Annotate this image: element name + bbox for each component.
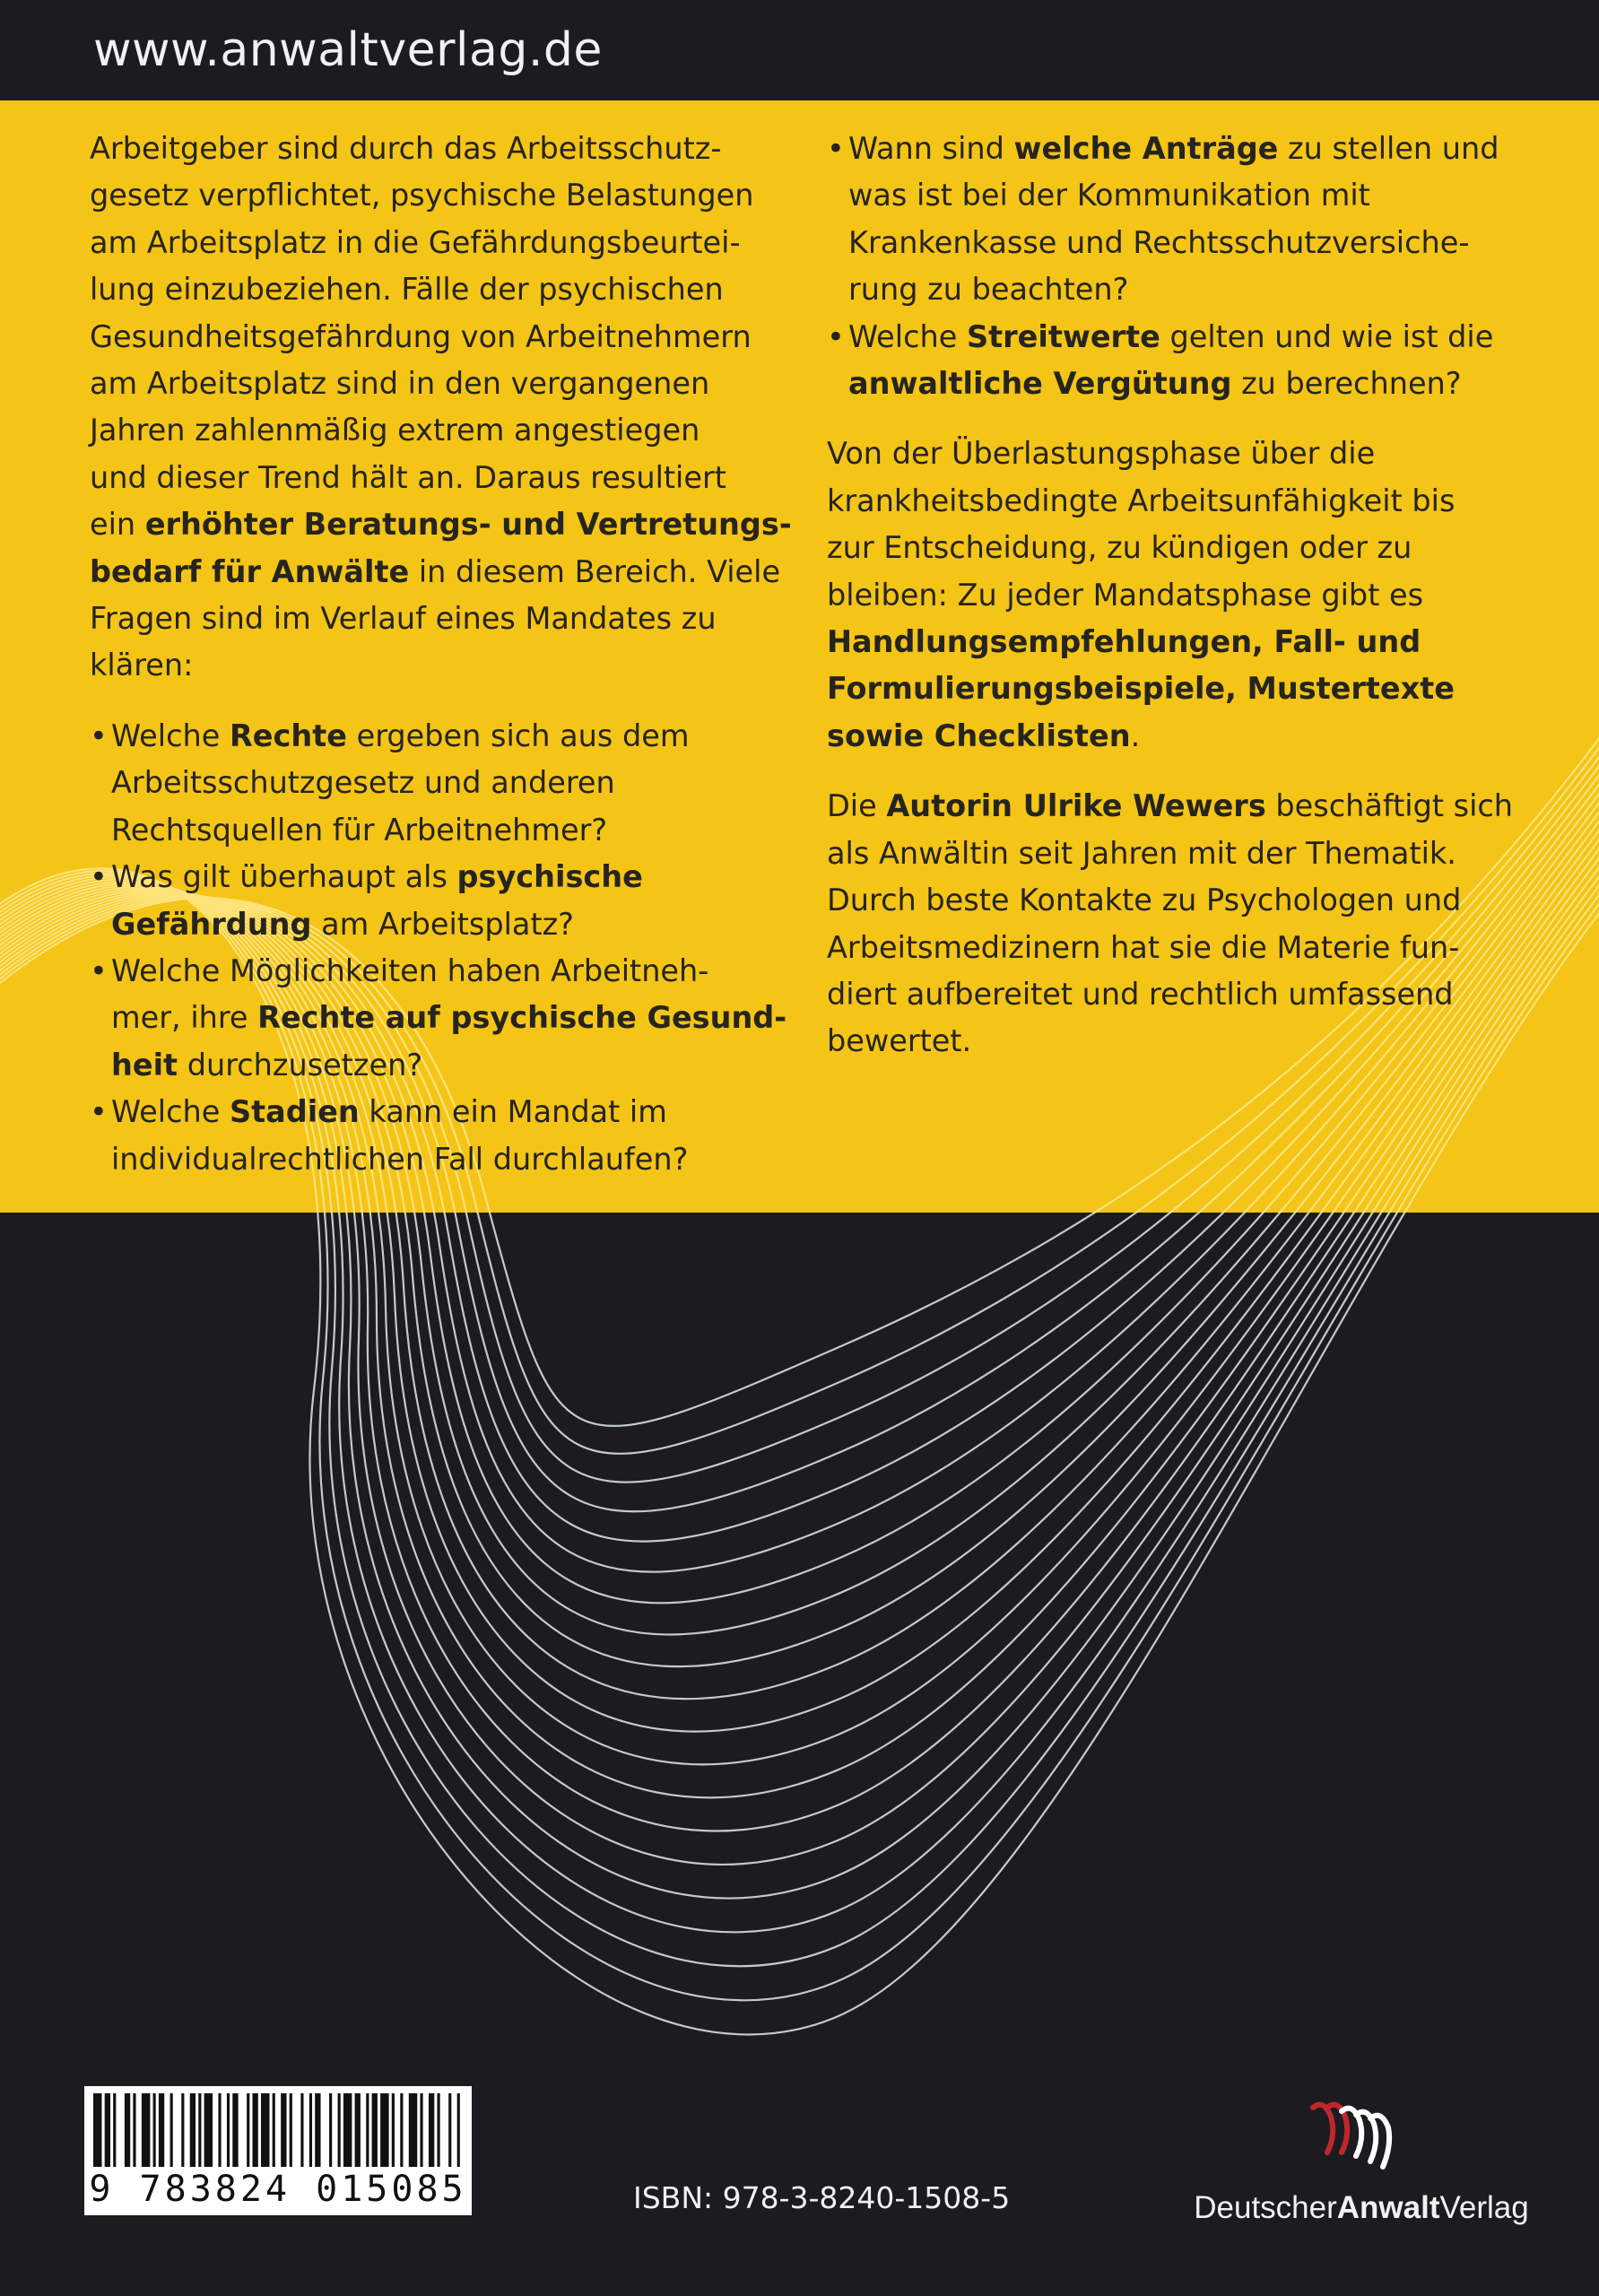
text: Gesundheitsgefährdung von Arbeitnehmern	[90, 318, 752, 354]
bold-text: Handlungsempfehlungen, Fall- und	[827, 624, 1421, 660]
text: Wann sind	[848, 131, 1014, 166]
text: bewertet.	[827, 1023, 972, 1059]
bold-text: Rechte auf psychische Gesund-	[257, 1000, 787, 1036]
barcode-bar	[309, 2093, 312, 2167]
right-text-column	[827, 126, 1535, 1065]
barcode-bar	[437, 2093, 439, 2167]
barcode-bar	[457, 2093, 460, 2167]
publisher-website-url: www.anwaltverlag.de	[93, 23, 603, 77]
barcode-bar	[300, 2093, 303, 2167]
paragraph-line	[827, 877, 1535, 924]
text: diert aufbereitet und rechtlich umfassend	[827, 976, 1454, 1012]
barcode-bar	[290, 2093, 292, 2167]
barcode-bar	[181, 2093, 184, 2167]
publisher-logo	[1182, 2090, 1541, 2233]
text: gelten und wie ist die	[1160, 318, 1494, 354]
publisher-name-part3: Verlag	[1439, 2190, 1529, 2225]
paragraph-line	[90, 220, 789, 266]
bullet-item-line	[90, 760, 789, 806]
barcode-bar	[227, 2093, 230, 2167]
bullet-item-line	[827, 220, 1535, 266]
isbn-number: ISBN: 978-3-8240-1508-5	[633, 2180, 1011, 2215]
text: Durch beste Kontakte zu Psychologen und	[827, 883, 1462, 918]
paragraph-line	[827, 572, 1535, 619]
paragraph-line	[90, 596, 789, 642]
text: was ist bei der Kommunikation mit	[848, 178, 1370, 213]
barcode-bar	[153, 2093, 156, 2167]
text: krankheitsbedingte Arbeitsunfähigkeit bis	[827, 483, 1456, 518]
barcode-bar	[190, 2093, 196, 2167]
text: Von der Überlastungsphase über die	[827, 436, 1376, 472]
bullet-item-line	[90, 1089, 789, 1135]
bold-text: sowie Checklisten	[827, 718, 1131, 753]
barcode-bar	[133, 2093, 135, 2167]
text: .	[1130, 718, 1141, 753]
bullet-item-line	[90, 948, 789, 995]
bullet-item-line	[827, 266, 1535, 313]
text: zu berechnen?	[1231, 366, 1462, 402]
paragraph-line	[827, 925, 1535, 971]
paragraph-line	[827, 831, 1535, 877]
paragraph-line	[90, 407, 789, 454]
text: kann ein Mandat im	[359, 1094, 667, 1130]
paragraph-line	[90, 361, 789, 407]
text: mer, ihre	[111, 1000, 258, 1036]
text: am Arbeitsplatz?	[311, 906, 574, 942]
barcode-bar	[204, 2093, 213, 2167]
bold-text: erhöhter Beratungs- und Vertretungs-	[144, 507, 792, 543]
bold-text: Stadien	[230, 1094, 360, 1130]
barcode-bar	[420, 2093, 422, 2167]
bullet-item-line	[90, 901, 789, 948]
text: in diesem Bereich. Viele	[409, 553, 781, 589]
paragraph-line	[827, 783, 1535, 830]
bullet-item-line	[90, 854, 789, 900]
text: Rechtsquellen für Arbeitnehmer?	[111, 812, 608, 848]
paragraph-line	[90, 172, 789, 219]
barcode-bar	[329, 2093, 332, 2167]
barcode-bar	[252, 2093, 257, 2167]
bullet-item-line	[827, 361, 1535, 407]
barcode	[84, 2086, 472, 2215]
bold-text: Rechte	[230, 718, 347, 753]
paragraph-line	[827, 619, 1535, 665]
text: bleiben: Zu jeder Mandatsphase gibt es	[827, 577, 1424, 613]
bullet-item-line	[90, 713, 789, 760]
barcode-bar	[261, 2093, 270, 2167]
text: ergeben sich aus dem	[346, 718, 690, 753]
barcode-bar	[355, 2093, 361, 2167]
barcode-bar	[315, 2093, 320, 2167]
text: individualrechtlichen Fall durchlaufen?	[111, 1141, 689, 1177]
paragraph-line	[827, 525, 1535, 571]
barcode-bar	[159, 2093, 164, 2167]
text: Arbeitsschutzgesetz und anderen	[111, 765, 615, 801]
text: und dieser Trend hält an. Daraus resultiert	[90, 459, 726, 495]
barcode-bar	[281, 2093, 286, 2167]
paragraph-line	[90, 314, 789, 361]
barcode-bar	[338, 2093, 341, 2167]
bullet-item-line	[90, 807, 789, 854]
barcode-bar	[198, 2093, 201, 2167]
text: am Arbeitsplatz in die Gefährdungsbeurtei-	[90, 224, 741, 260]
text: zu stellen und	[1278, 131, 1499, 166]
paragraph-line	[827, 478, 1535, 525]
text: zur Entscheidung, zu kündigen oder zu	[827, 530, 1412, 566]
paragraph-line	[90, 455, 789, 501]
paragraph-line	[90, 126, 789, 172]
bold-text: Formulierungsbeispiele, Mustertexte	[827, 671, 1455, 707]
text: Welche	[111, 1094, 230, 1130]
barcode-bar	[392, 2093, 395, 2167]
text: ein	[90, 507, 145, 543]
paragraph-line	[90, 501, 792, 548]
left-text-column	[90, 126, 792, 1183]
bullet-item-line	[827, 314, 1535, 361]
barcode-bar	[93, 2093, 102, 2167]
barcode-bar	[448, 2093, 451, 2167]
barcode-bar	[232, 2093, 238, 2167]
bold-text: psychische	[456, 859, 643, 895]
text: am Arbeitsplatz sind in den vergangenen	[90, 366, 710, 402]
barcode-bar	[366, 2093, 369, 2167]
bold-text: welche Anträge	[1013, 131, 1279, 166]
text: rung zu beachten?	[848, 272, 1129, 308]
bold-text: bedarf für Anwälte	[90, 553, 410, 589]
publisher-name-part2: Anwalt	[1336, 2190, 1440, 2225]
barcode-bar	[400, 2093, 403, 2167]
bullet-item-line	[827, 172, 1535, 219]
bullet-item-line	[827, 126, 1535, 172]
barcode-bar	[218, 2093, 221, 2167]
text: Welche	[111, 718, 230, 753]
bold-text: Gefährdung	[111, 906, 312, 942]
paragraph-line	[827, 665, 1535, 712]
bold-text: anwaltliche Vergütung	[848, 366, 1232, 402]
text: klären:	[90, 648, 194, 683]
bold-text: heit	[111, 1047, 178, 1083]
barcode-bar	[409, 2093, 418, 2167]
barcode-bar	[125, 2093, 130, 2167]
text: Welche Möglichkeiten haben Arbeitneh-	[111, 952, 709, 988]
barcode-number: 9 783824 015085	[89, 2169, 467, 2210]
text: lung einzubeziehen. Fälle der psychischen	[90, 272, 724, 308]
bullet-item-line	[90, 995, 789, 1041]
paragraph-line	[827, 1018, 1535, 1065]
paragraph-line	[827, 713, 1535, 760]
paragraph-line	[90, 549, 789, 596]
paragraph-line	[90, 642, 789, 689]
barcode-bar	[372, 2093, 378, 2167]
barcode-bar	[429, 2093, 434, 2167]
publisher-name-part1: Deutscher	[1194, 2190, 1337, 2225]
text: Jahren zahlenmäßig extrem angestiegen	[90, 413, 700, 448]
paragraph-line	[827, 971, 1535, 1018]
bold-text: Streitwerte	[967, 318, 1160, 354]
paragraph-line	[827, 430, 1535, 477]
bold-text: Autorin Ulrike Wewers	[886, 788, 1266, 824]
barcode-bar	[247, 2093, 249, 2167]
barcode-bar	[170, 2093, 173, 2167]
text: Was gilt überhaupt als	[111, 859, 457, 895]
paragraph-line	[90, 266, 789, 313]
publisher-name	[1182, 2190, 1541, 2226]
text: Die	[827, 788, 887, 824]
barcode-bar	[273, 2093, 275, 2167]
barcode-bar	[113, 2093, 116, 2167]
barcode-bar	[380, 2093, 389, 2167]
text: Welche	[848, 318, 967, 354]
bullet-item-line	[90, 1042, 789, 1089]
text: beschäftigt sich	[1265, 788, 1514, 824]
text: durchzusetzen?	[178, 1047, 423, 1083]
text: Arbeitgeber sind durch das Arbeitsschutz-	[90, 131, 722, 166]
text: Krankenkasse und Rechtsschutzversiche-	[848, 224, 1470, 260]
barcode-bar	[142, 2093, 151, 2167]
text: gesetz verpflichtet, psychische Belastungen	[90, 178, 754, 213]
barcode-bars	[93, 2093, 463, 2167]
barcode-bar	[105, 2093, 110, 2167]
barcode-bar	[343, 2093, 352, 2167]
text: Arbeitsmedizinern hat sie die Materie fun-	[827, 929, 1460, 965]
publisher-wave-logo-icon	[1304, 2090, 1397, 2183]
text: Fragen sind im Verlauf eines Mandates zu	[90, 601, 717, 637]
bullet-item-line	[90, 1136, 789, 1183]
text: als Anwältin seit Jahren mit der Thematik.	[827, 835, 1456, 871]
